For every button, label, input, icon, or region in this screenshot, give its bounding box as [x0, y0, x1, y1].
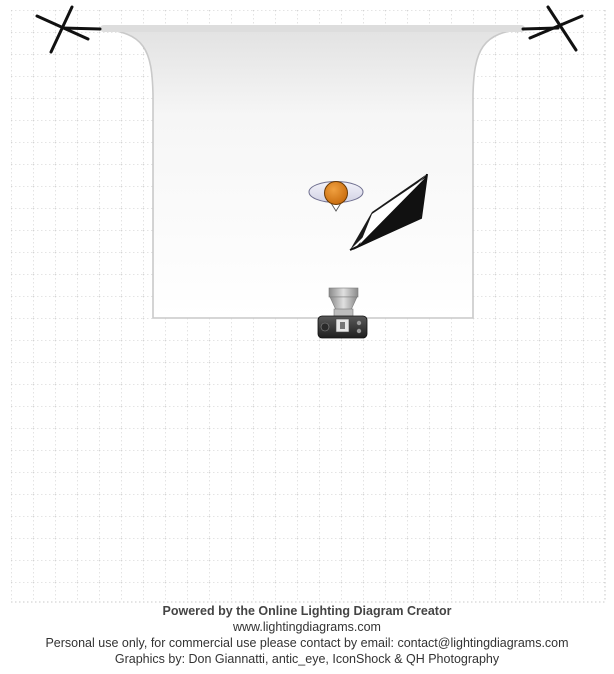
- camera-lens-hood: [329, 288, 358, 297]
- graphics-credits: Graphics by: Don Giannatti, antic_eye, IconShock & QH Photography: [114, 652, 500, 666]
- paper-backdrop[interactable]: [100, 25, 525, 318]
- backdrop-crossbar: [100, 25, 525, 32]
- website-link[interactable]: www.lightingdiagrams.com: [233, 620, 381, 634]
- subject-head: [325, 182, 348, 205]
- powered-by-text: Powered by the Online Lighting Diagram Creator: [162, 604, 452, 618]
- personal-use-notice: Personal use only, for commercial use please contact by email: contact@lightingdiagrams.com: [45, 636, 569, 650]
